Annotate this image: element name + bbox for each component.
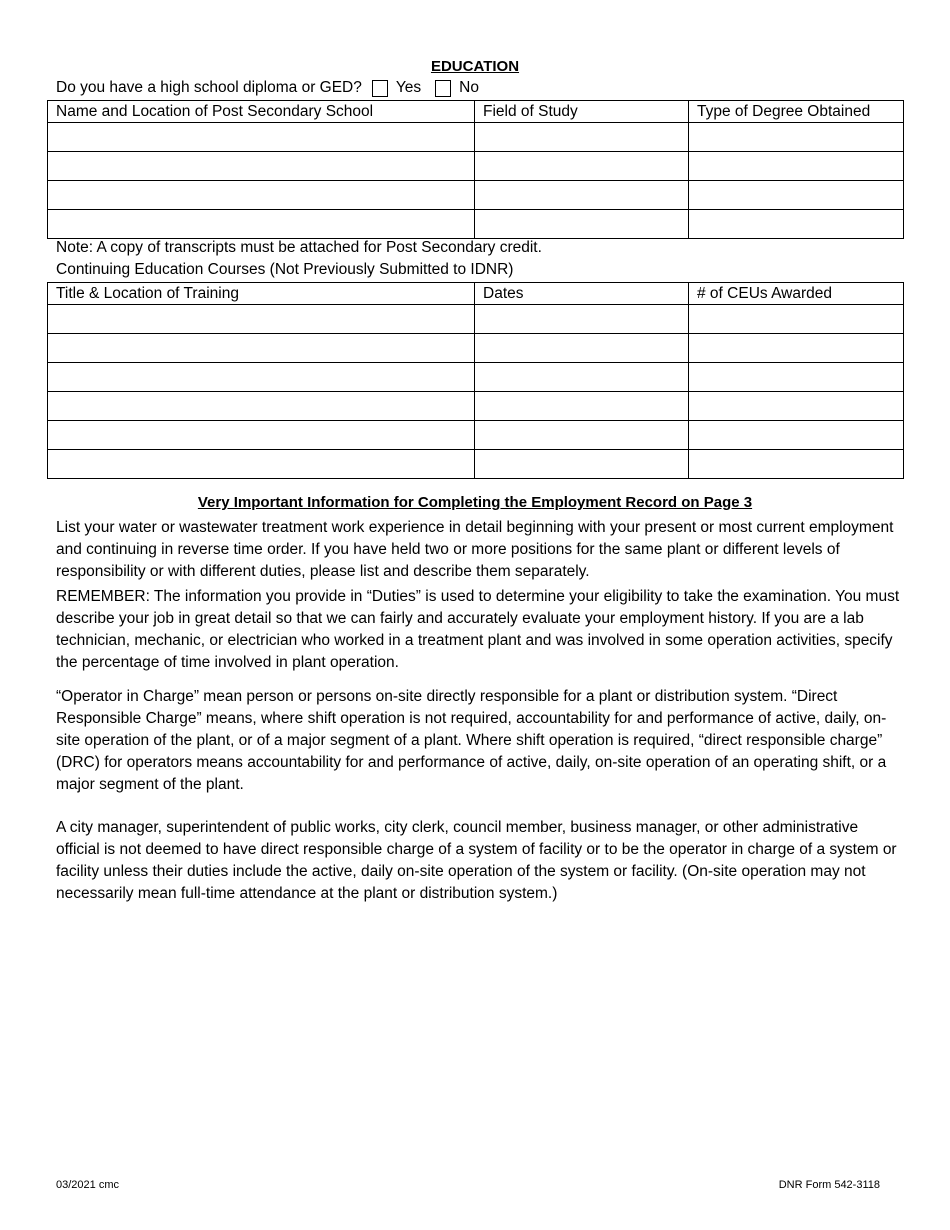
table-row — [48, 450, 904, 479]
table-input-cell[interactable] — [689, 210, 904, 239]
table-row — [48, 305, 904, 334]
transcript-note: Note: A copy of transcripts must be attached for Post Secondary credit. — [56, 239, 542, 256]
important-info-heading: Very Important Information for Completing the Employment Record on Page 3 — [197, 494, 753, 511]
footer-form-number: DNR Form 542-3118 — [778, 1179, 880, 1191]
table-input-cell[interactable] — [689, 392, 904, 421]
table-input-cell[interactable] — [689, 363, 904, 392]
no-checkbox[interactable] — [435, 80, 451, 97]
table-input-cell[interactable] — [689, 181, 904, 210]
table-input-cell[interactable] — [689, 421, 904, 450]
table-input-cell[interactable] — [475, 450, 689, 479]
table-header-row — [48, 283, 904, 305]
column-header-ceus: # of CEUs Awarded — [689, 283, 904, 305]
column-header-title: Title & Location of Training — [48, 283, 475, 305]
paragraph-administrative-official: A city manager, superintendent of public works, city clerk, council member, business manager, or other administrative official is not deemed to have direct responsible charge of a system of facility or to be the operator in charge of a system or facility unless their duties include the active, daily on-site operation of the system or facility. (On-site operation may not necessarily mean full-time attendance at the plant or distribution system.) — [56, 819, 897, 902]
paragraph-remember: REMEMBER: The information you provide in “Duties” is used to determine your eligibility to take the examination. You must describe your job in great detail so that we can fairly and accurately evaluate your employment history. If you are a lab technician, mechanic, or electrician who worked in a treatment plant and was involved in some operation activities, specify the percentage of time involved in plant operation. — [56, 588, 900, 671]
table-input-cell[interactable] — [48, 392, 475, 421]
table-input-cell[interactable] — [689, 305, 904, 334]
table-input-cell[interactable] — [689, 450, 904, 479]
column-header-field: Field of Study — [475, 101, 689, 123]
table-row — [48, 363, 904, 392]
continuing-education-label: Continuing Education Courses (Not Previously Submitted to IDNR) — [56, 261, 514, 278]
table-row — [48, 123, 904, 152]
table-input-cell[interactable] — [475, 392, 689, 421]
table-row — [48, 334, 904, 363]
table-input-cell[interactable] — [48, 334, 475, 363]
table-row — [48, 210, 904, 239]
table-input-cell[interactable] — [475, 305, 689, 334]
table-input-cell[interactable] — [475, 421, 689, 450]
table-input-cell[interactable] — [48, 450, 475, 479]
table-input-cell[interactable] — [48, 421, 475, 450]
table-input-cell[interactable] — [689, 123, 904, 152]
paragraph-operator-in-charge: “Operator in Charge” mean person or persons on-site directly responsible for a plant or distribution system. “Direct Responsible Charge” means, where shift operation is not required, accountability for and performance of active, daily, on-site operation of the plant, or of a major segment of a plant. Where shift operation is required, “direct responsible charge” (DRC) for operators means accountability for and performance of active, daily, on-site operation of an operating shift, or a major segment of the plant. — [56, 688, 887, 793]
table-input-cell[interactable] — [475, 210, 689, 239]
no-label: No — [459, 79, 479, 96]
yes-label: Yes — [395, 79, 422, 96]
diploma-question-row — [56, 78, 479, 98]
table-row — [48, 392, 904, 421]
table-input-cell[interactable] — [48, 123, 475, 152]
table-input-cell[interactable] — [689, 152, 904, 181]
column-header-school: Name and Location of Post Secondary School — [48, 101, 475, 123]
yes-checkbox[interactable] — [372, 80, 388, 97]
training-table — [47, 282, 904, 479]
table-input-cell[interactable] — [48, 210, 475, 239]
table-input-cell[interactable] — [475, 181, 689, 210]
table-input-cell[interactable] — [475, 363, 689, 392]
table-input-cell[interactable] — [48, 305, 475, 334]
table-row — [48, 421, 904, 450]
table-input-cell[interactable] — [475, 123, 689, 152]
table-input-cell[interactable] — [475, 334, 689, 363]
table-input-cell[interactable] — [475, 152, 689, 181]
column-header-degree: Type of Degree Obtained — [689, 101, 904, 123]
table-header-row — [48, 101, 904, 123]
footer-date-code: 03/2021 cmc — [56, 1179, 119, 1191]
table-row — [48, 181, 904, 210]
table-input-cell[interactable] — [48, 152, 475, 181]
education-heading: EDUCATION — [430, 58, 520, 75]
column-header-dates: Dates — [475, 283, 689, 305]
post-secondary-table — [47, 100, 904, 239]
table-input-cell[interactable] — [48, 363, 475, 392]
table-input-cell[interactable] — [689, 334, 904, 363]
paragraph-work-experience: List your water or wastewater treatment work experience in detail beginning with your present or most current employment and continuing in reverse time order. If you have held two or more positions for the same plant or different levels of responsibility or with different duties, please list and describe them separately. — [56, 519, 894, 580]
table-input-cell[interactable] — [48, 181, 475, 210]
table-row — [48, 152, 904, 181]
diploma-question-text: Do you have a high school diploma or GED? — [56, 79, 362, 96]
